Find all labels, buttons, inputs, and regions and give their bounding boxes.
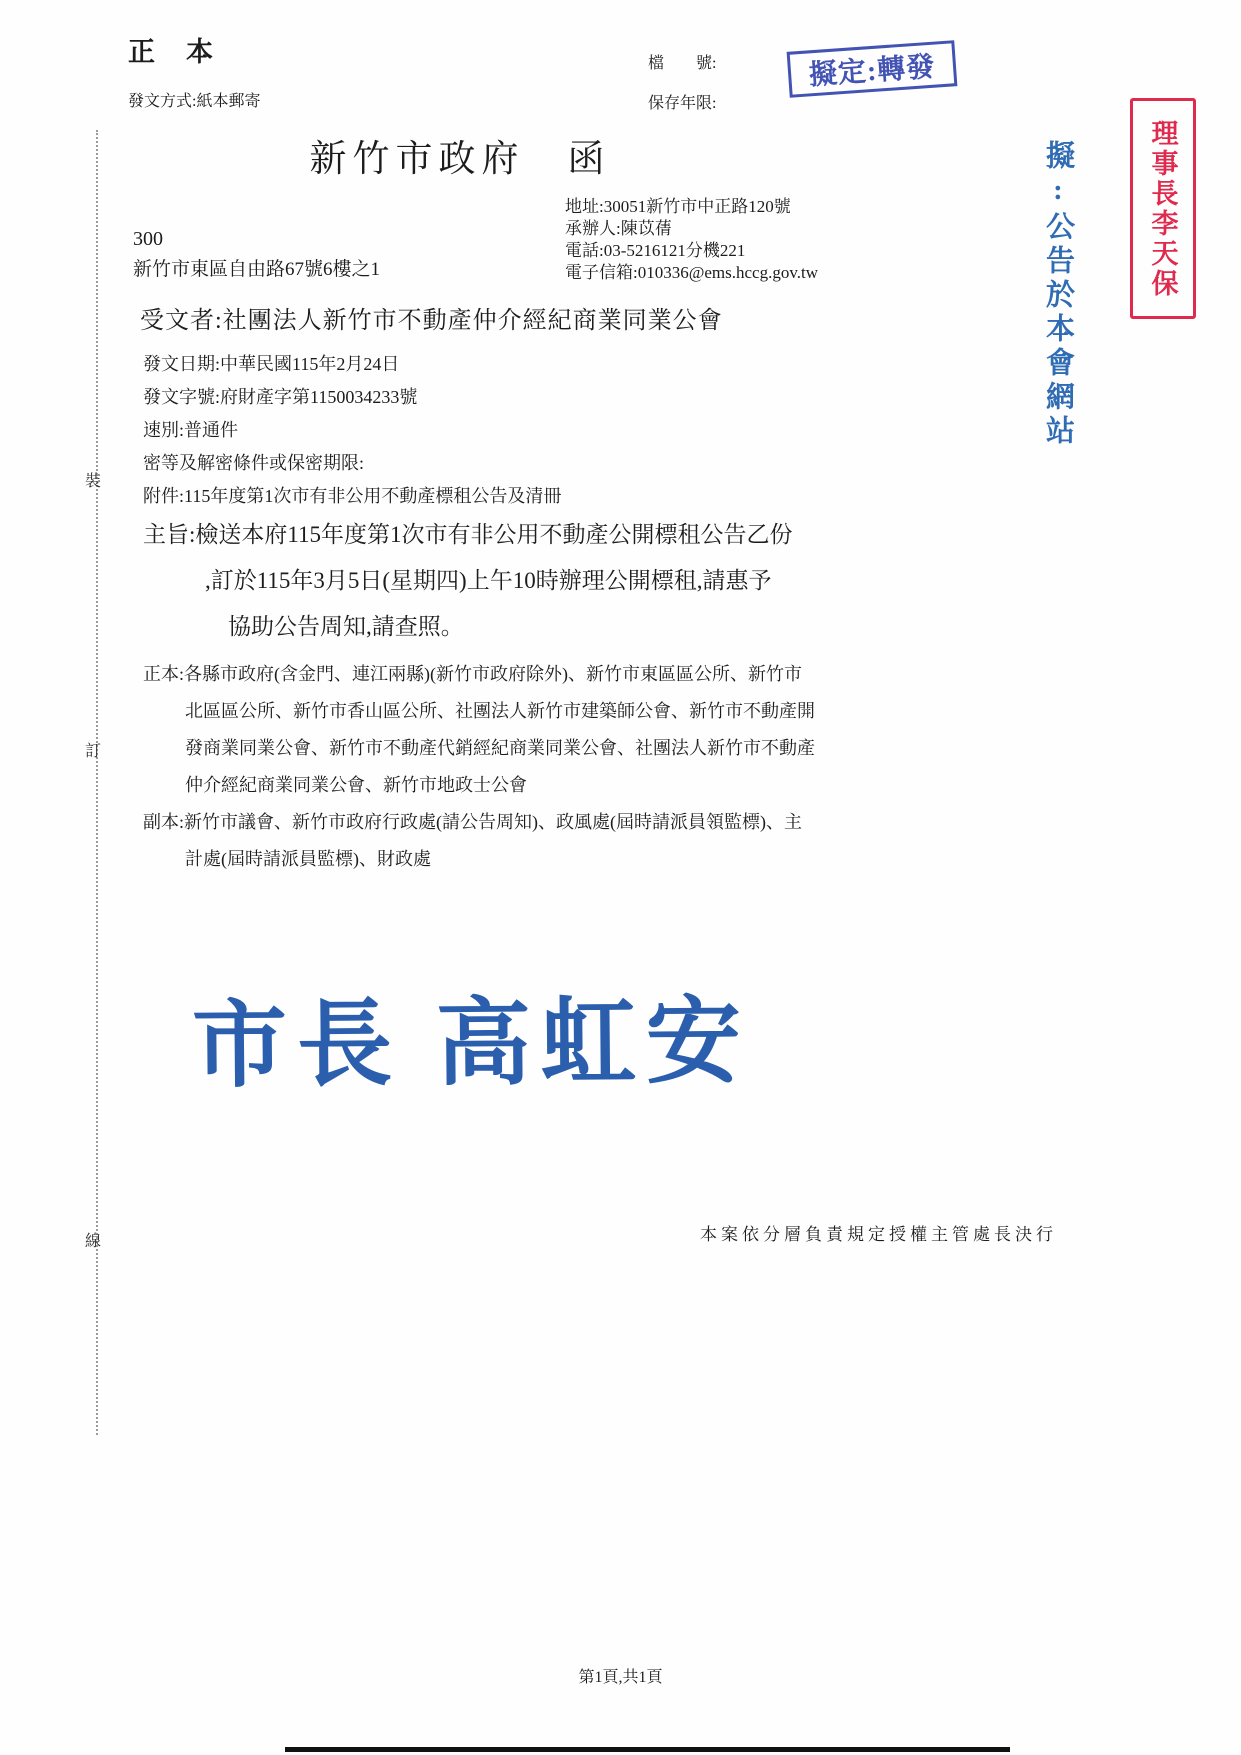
binding-mark-ding: 訂	[85, 743, 102, 760]
sender-info-block	[565, 196, 818, 284]
distribution-block	[143, 656, 815, 878]
sender-contact-person: 承辦人:陳苡蒨	[565, 219, 672, 238]
sender-phone: 電話:03-5216121分機221	[565, 241, 746, 260]
delegation-note: 本案依分層負責規定授權主管處長決行	[700, 1225, 1057, 1244]
mayor-signature: 市長 高虹安	[191, 988, 752, 1100]
retention-period-label: 保存年限:	[648, 95, 717, 112]
main-copy-line-3: 發商業同業公會、新竹市不動產代銷經紀商業同業公會、社團法人新竹市不動產	[185, 738, 815, 758]
sender-address: 地址:30051新竹市中正路120號	[565, 197, 791, 216]
recipient-line: 受文者:社團法人新竹市不動產仲介經紀商業同業公會	[140, 308, 723, 334]
copy-type-label: 正 本	[128, 37, 215, 67]
subject-line-3: 協助公告周知,請查照。	[228, 614, 464, 639]
recipient-zip: 300	[133, 228, 163, 250]
recipient-address: 新竹市東區自由路67號6樓之1	[133, 259, 381, 280]
handwritten-margin-annotation: 擬:公告於本會網站	[1042, 140, 1074, 449]
issue-date: 發文日期:中華民國115年2月24日	[143, 354, 400, 374]
issue-number: 發文字號:府財產字第1150034233號	[143, 387, 418, 407]
subject-line-2: ,訂於115年3月5日(星期四)上午10時辦理公開標租,請惠予	[205, 568, 772, 593]
page-number-footer: 第1頁,共1頁	[578, 1669, 663, 1686]
approval-stamp: 擬定:轉發	[787, 40, 958, 98]
main-copy-line-2: 北區區公所、新竹市香山區公所、社團法人新竹市建築師公會、新竹市不動產開	[185, 701, 815, 721]
carbon-copy-line-2: 計處(屆時請派員監標)、財政處	[185, 849, 431, 869]
sender-email: 電子信箱:010336@ems.hccg.gov.tw	[565, 263, 818, 282]
binding-mark-zhuang: 裝	[85, 473, 102, 490]
carbon-copy-line-1: 副本:新竹市議會、新竹市政府行政處(請公告周知)、政風處(屆時請派員領監標)、主	[143, 812, 802, 832]
chairman-stamp: 理事長李天保	[1130, 98, 1196, 319]
document-title: 新竹市政府 函	[309, 139, 611, 180]
delivery-method-label: 發文方式:紙本郵寄	[128, 93, 261, 110]
main-copy-line-1: 正本:各縣市政府(含金門、連江兩縣)(新竹市政府除外)、新竹市東區區公所、新竹市	[143, 664, 802, 684]
subject-line-1: 主旨:檢送本府115年度第1次市有非公用不動產公開標租公告乙份	[143, 522, 793, 547]
file-number-label: 檔 號:	[648, 55, 717, 72]
attachment-note: 附件:115年度第1次市有非公用不動產標租公告及清冊	[143, 486, 562, 506]
speed-class: 速別:普通件	[143, 420, 239, 440]
main-copy-line-4: 仲介經紀商業同業公會、新竹市地政士公會	[185, 775, 527, 795]
security-class: 密等及解密條件或保密期限:	[143, 453, 364, 473]
subject-block	[143, 512, 793, 650]
letter-meta-block	[143, 348, 561, 513]
scan-artifact-bar	[285, 1747, 1010, 1752]
binding-mark-xian: 線	[85, 1233, 102, 1250]
